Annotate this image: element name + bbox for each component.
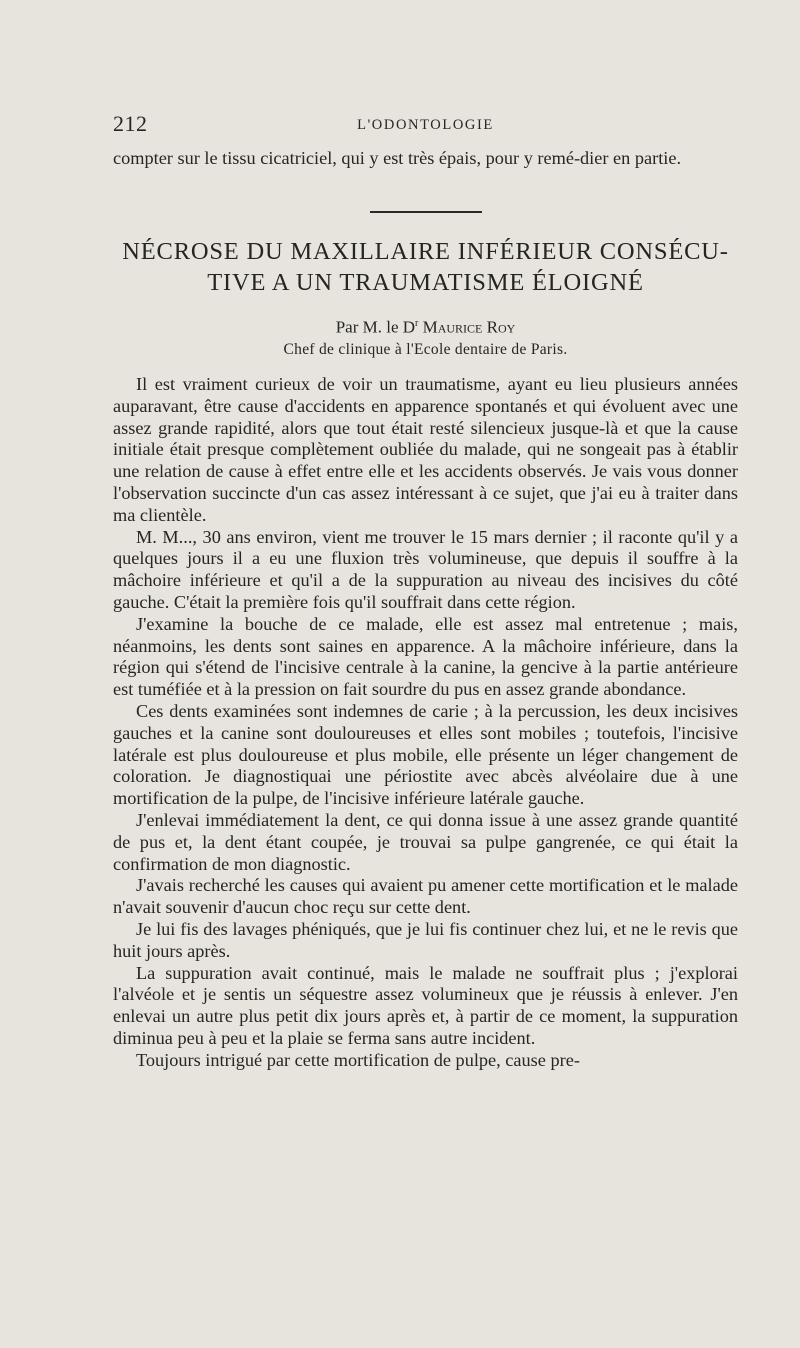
article-title-line-2: TIVE A UN TRAUMATISME ÉLOIGNÉ bbox=[207, 269, 644, 296]
page-header bbox=[113, 111, 738, 141]
page-number: 212 bbox=[113, 111, 148, 136]
carryover-paragraph bbox=[113, 148, 738, 170]
article-title-line-1: NÉCROSE DU MAXILLAIRE INFÉRIEUR CONSÉCU- bbox=[122, 238, 729, 265]
body-paragraph: Ces dents examinées sont indemnes de carie ; à la percussion, les deux incisives gauches et la canine sont douloureuses et elles sont mobiles ; toutefois, l'incisive latérale est plus douloureuse et plus mobile, elle présente un léger changement de coloration. Je diagnostiquai une périostite avec abcès alvéolaire due à une mortification de la pulpe, de l'incisive inférieure latérale gauche. bbox=[113, 700, 738, 809]
article-title bbox=[113, 236, 738, 298]
body-paragraph: Je lui fis des lavages phéniqués, que je lui fis continuer chez lui, et ne le revis que huit jours après. bbox=[113, 918, 738, 961]
body-paragraph: J'examine la bouche de ce malade, elle est assez mal entretenue ; mais, néanmoins, les dents sont saines en apparence. A la mâchoire inférieure, dans la région qui s'étend de l'incisive centrale à la canine, la gencive à la partie antérieure est tuméfiée et à la pression on fait sourdre du pus en assez grande abondance. bbox=[113, 613, 738, 700]
body-paragraph: Toujours intrigué par cette mortification de pulpe, cause pre- bbox=[136, 1049, 580, 1070]
article-body bbox=[113, 374, 738, 1072]
body-paragraph: Il est vraiment curieux de voir un traumatisme, ayant eu lieu plusieurs années auparavant, être cause d'accidents en apparence spontanés et qui évoluent avec une assez grande rapidité, alors que tout était resté silencieux jusque-là et que la cause initiale était presque complètement oubliée du malade, qui ne songeait pas à établir une relation de cause à effet entre elle et les accidents observés. Je vais vous donner l'observation succincte d'un cas assez intéressant à ce sujet, que j'ai eu à traiter dans ma clientèle. bbox=[113, 374, 738, 525]
body-paragraph: J'enlevai immédiatement la dent, ce qui donna issue à une assez grande quantité de pus et, la dent étant coupée, je trouvai sa pulpe gangrenée, ce qui était la confirmation de mon diagnostic. bbox=[113, 809, 738, 874]
byline-superscript: r bbox=[415, 318, 419, 329]
author-name: Maurice Roy bbox=[418, 317, 516, 337]
body-paragraph: La suppuration avait continué, mais le malade ne souffrait plus ; j'explorai l'alvéole et je sentis un séquestre assez volumineux que je réussis à enlever. J'en enlevai un autre plus petit dix jours après et, à partir de ce moment, la suppuration diminua peu à peu et la plaie se ferma sans autre incident. bbox=[113, 962, 738, 1048]
running-title: L'ODONTOLOGIE bbox=[357, 117, 494, 133]
carryover-text: compter sur le tissu cicatriciel, qui y est très épais, pour y remé-dier en partie. bbox=[113, 148, 682, 168]
body-paragraph: J'avais recherché les causes qui avaient pu amener cette mortification et le malade n'avait souvenir d'aucun choc reçu sur cette dent. bbox=[113, 875, 738, 918]
body-paragraph: M. M..., 30 ans environ, vient me trouver le 15 mars dernier ; il raconte qu'il y a quelques jours il a eu une fluxion très volumineuse, que depuis il souffre à la mâchoire inférieure et qu'il a de la suppuration au niveau des incisives du côté gauche. C'était la première fois qu'il souffrait dans cette région. bbox=[113, 526, 738, 612]
author-affiliation: Chef de clinique à l'Ecole dentaire de Paris. bbox=[283, 341, 568, 358]
byline-prefix: Par M. le D bbox=[335, 317, 416, 337]
author-byline bbox=[113, 313, 738, 339]
section-divider bbox=[370, 211, 482, 213]
